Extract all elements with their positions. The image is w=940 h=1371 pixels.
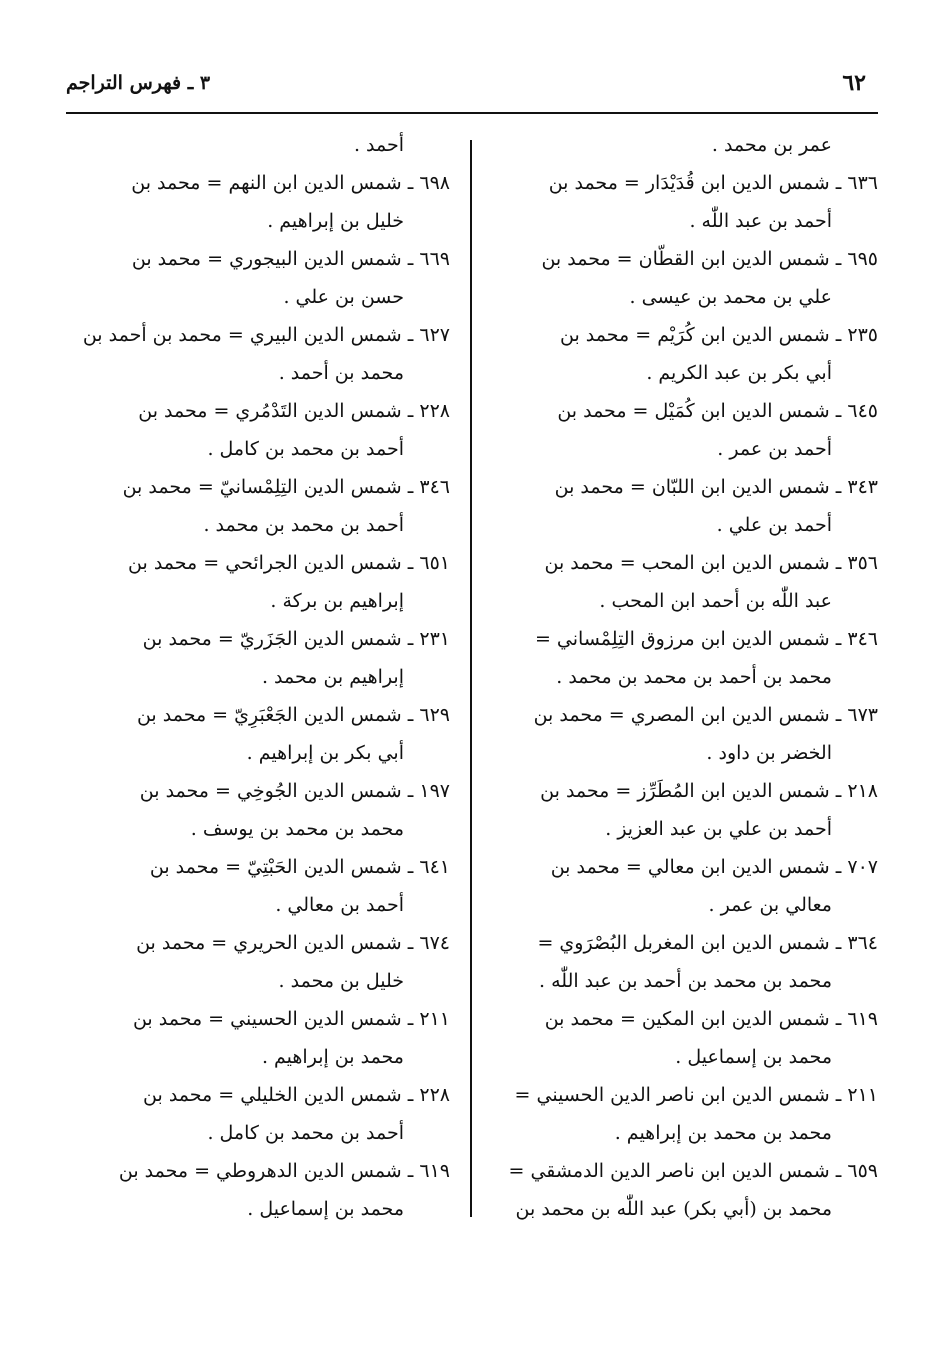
entry-continuation-line: محمد بن أحمد بن محمد بن محمد . bbox=[556, 666, 832, 688]
entry-continuation-line: إبراهيم بن بركة . bbox=[270, 590, 404, 612]
index-column-left bbox=[70, 126, 450, 1228]
entry-line: ٢١٨ ـ شمس الدين ابن المُطَرِّز = محمد بن bbox=[540, 780, 878, 802]
index-column-right bbox=[498, 126, 878, 1228]
entry-line: ٣٥٦ ـ شمس الدين ابن المحب = محمد بن bbox=[544, 552, 878, 574]
entry-line: ٣٤٦ ـ شمس الدين ابن مرزوق التِلِمْساني = bbox=[534, 628, 878, 650]
entry-line: ٢٣١ ـ شمس الدين الجَزَريّ = محمد بن bbox=[142, 628, 450, 650]
entry-continuation-line: عبد اللّٰه بن أحمد ابن المحب . bbox=[599, 590, 832, 612]
entry-continuation-line: محمد بن إبراهيم . bbox=[261, 1046, 404, 1068]
entry-line: ٦٧٤ ـ شمس الدين الحريري = محمد بن bbox=[136, 932, 450, 954]
entry-continuation-line: حسن بن علي . bbox=[283, 286, 404, 308]
entry-line: ٦٦٩ ـ شمس الدين البيجوري = محمد بن bbox=[131, 248, 450, 270]
entry-line: ٢٢٨ ـ شمس الدين التَدْمُري = محمد بن bbox=[138, 400, 450, 422]
entry-continuation-line: أحمد بن محمد بن محمد . bbox=[203, 514, 404, 536]
entry-continuation-line: إبراهيم بن محمد . bbox=[261, 666, 404, 688]
entry-continuation-line: محمد بن (أبي بكر) عبد اللّٰه بن محمد بن bbox=[515, 1198, 832, 1220]
column-divider bbox=[470, 140, 472, 1217]
entry-line: ٦٤٥ ـ شمس الدين ابن كُمَيْل = محمد بن bbox=[557, 400, 878, 422]
entry-line: ٧٠٧ ـ شمس الدين ابن معالي = محمد بن bbox=[550, 856, 878, 878]
entry-line: ٦٣٦ ـ شمس الدين ابن قُدَيْدَار = محمد بن bbox=[548, 172, 878, 194]
entry-continuation-line: محمد بن إسماعيل . bbox=[247, 1198, 404, 1220]
entry-line: ٣٤٦ ـ شمس الدين التِلِمْسانيّ = محمد بن bbox=[122, 476, 450, 498]
entry-line: ٢٢٨ ـ شمس الدين الخليلي = محمد بن bbox=[143, 1084, 450, 1106]
entry-line: ٦٥١ ـ شمس الدين الجرائحي = محمد بن bbox=[128, 552, 450, 574]
entry-continuation-line: محمد بن محمد بن يوسف . bbox=[190, 818, 404, 840]
entry-continuation-line: أحمد بن علي بن عبد العزيز . bbox=[605, 818, 832, 840]
entry-line: ٦١٩ ـ شمس الدين الدهروطي = محمد بن bbox=[118, 1160, 450, 1182]
entry-line: ٦٩٨ ـ شمس الدين ابن النهم = محمد بن bbox=[131, 172, 450, 194]
entry-line: ٢١١ ـ شمس الدين ابن ناصر الدين الحسيني = bbox=[514, 1084, 878, 1106]
entry-continuation-line: معالي بن عمر . bbox=[708, 894, 832, 916]
entry-continuation-line: عمر بن محمد . bbox=[711, 134, 832, 156]
running-title: ٣ ـ فهرس التراجم bbox=[66, 72, 211, 94]
page-header bbox=[66, 64, 878, 114]
entry-continuation-line: خليل بن إبراهيم . bbox=[267, 210, 404, 232]
entry-continuation-line: أبي بكر بن عبد الكريم . bbox=[646, 362, 832, 384]
entry-continuation-line: الخضر بن داود . bbox=[706, 742, 832, 764]
entry-continuation-line: أحمد بن عبد اللّٰه . bbox=[689, 210, 832, 232]
entry-continuation-line: أبي بكر بن إبراهيم . bbox=[246, 742, 404, 764]
entry-continuation-line: أحمد بن محمد بن كامل . bbox=[207, 438, 404, 460]
entry-continuation-line: محمد بن إسماعيل . bbox=[675, 1046, 832, 1068]
entry-line: ٦٧٣ ـ شمس الدين ابن المصري = محمد بن bbox=[533, 704, 878, 726]
entry-line: ٦١٩ ـ شمس الدين ابن المكين = محمد بن bbox=[544, 1008, 878, 1030]
entry-line: ٦٩٥ ـ شمس الدين ابن القطّان = محمد بن bbox=[541, 248, 878, 270]
entry-continuation-line: خليل بن محمد . bbox=[278, 970, 404, 992]
entry-continuation-line: محمد بن محمد بن أحمد بن عبد اللّٰه . bbox=[539, 970, 832, 992]
page-number: ٦٢ bbox=[842, 70, 866, 96]
entry-continuation-line: أحمد بن محمد بن كامل . bbox=[207, 1122, 404, 1144]
entry-continuation-line: أحمد بن علي . bbox=[716, 514, 832, 536]
entry-line: ٦٢٧ ـ شمس الدين البيري = محمد بن أحمد بن bbox=[82, 324, 450, 346]
entry-line: ٢٣٥ ـ شمس الدين ابن كُرَيْم = محمد بن bbox=[560, 324, 878, 346]
entry-line: ١٩٧ ـ شمس الدين الجُوخِي = محمد بن bbox=[139, 780, 450, 802]
entry-line: ٣٦٤ ـ شمس الدين ابن المغربل البُصْرَوي = bbox=[537, 932, 878, 954]
entry-line: ٦٢٩ ـ شمس الدين الجَعْبَرِيّ = محمد بن bbox=[136, 704, 450, 726]
entry-line: ٣٤٣ ـ شمس الدين ابن اللبّان = محمد بن bbox=[554, 476, 878, 498]
entry-line: ٢١١ ـ شمس الدين الحسيني = محمد بن bbox=[132, 1008, 450, 1030]
entry-continuation-line: علي بن محمد بن عيسى . bbox=[629, 286, 832, 308]
entry-continuation-line: محمد بن أحمد . bbox=[278, 362, 404, 384]
entry-continuation-line: أحمد بن معالي . bbox=[275, 894, 404, 916]
entry-continuation-line: محمد بن محمد بن إبراهيم . bbox=[614, 1122, 832, 1144]
entry-line: ٦٥٩ ـ شمس الدين ابن ناصر الدين الدمشقي = bbox=[508, 1160, 878, 1182]
entry-line: ٦٤١ ـ شمس الدين الحَبْتِيّ = محمد بن bbox=[149, 856, 450, 878]
entry-continuation-line: أحمد بن عمر . bbox=[717, 438, 832, 460]
entry-continuation-line: أحمد . bbox=[353, 134, 404, 156]
